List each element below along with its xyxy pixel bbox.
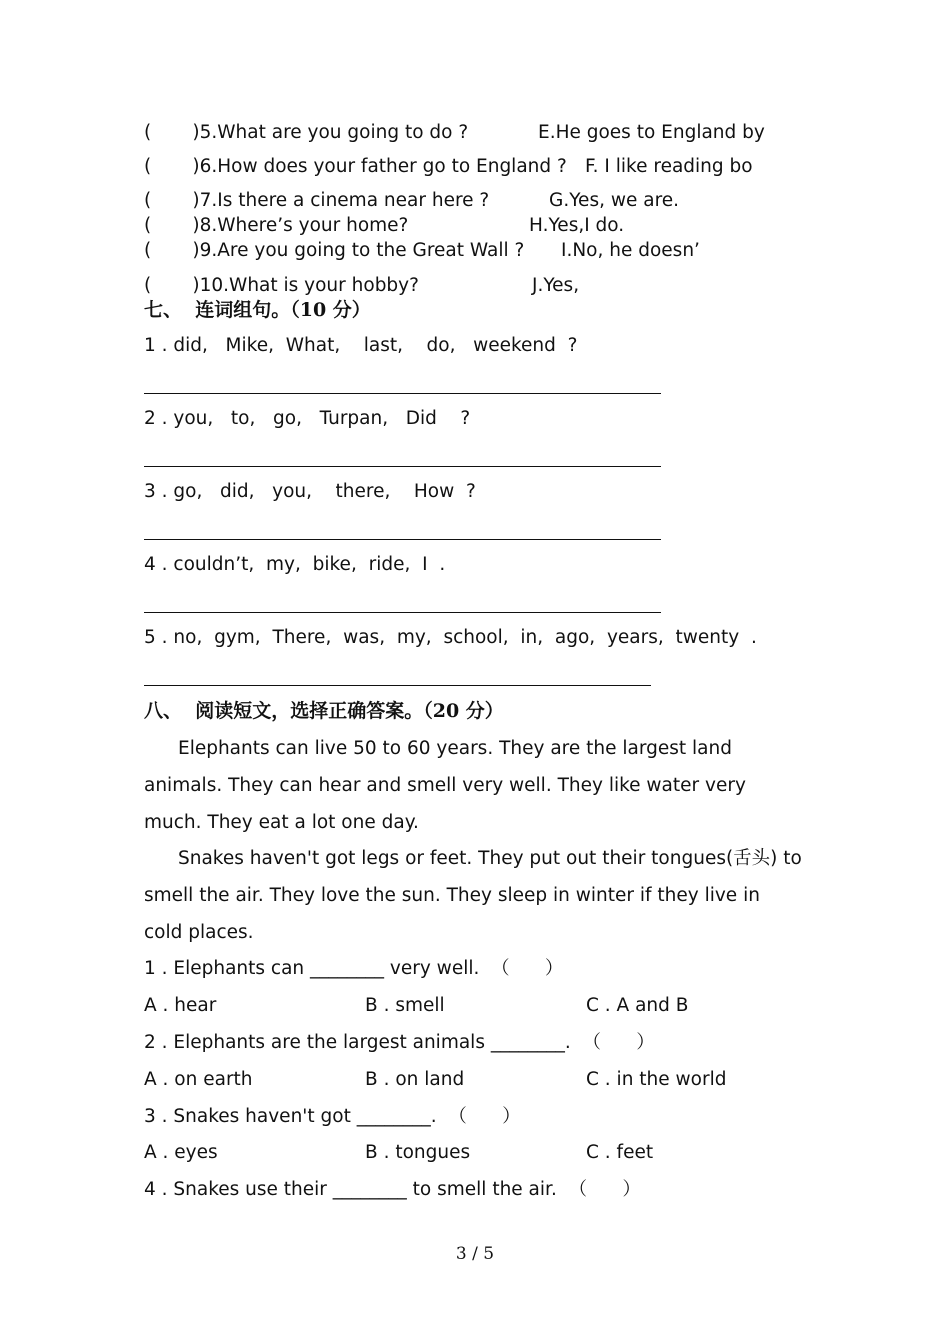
matching-item-10: ( )10.What is your hobby?	[144, 275, 419, 296]
matching-answer-g: G.Yes, we are.	[549, 190, 680, 211]
question-1-option-c: C . A and B	[586, 995, 689, 1016]
matching-item-5: ( )5.What are you going to do ?	[144, 122, 469, 143]
question-3-option-b: B . tongues	[365, 1142, 471, 1163]
question-1: 1 . Elephants can ________ very well. （ ）	[144, 958, 564, 979]
question-2-option-a: A . on earth	[144, 1069, 253, 1090]
answer-line-3	[144, 539, 661, 540]
matching-answer-f: F. I like reading bo	[585, 156, 753, 177]
sentence-item-5: 5 . no, gym, There, was, my, school, in, ago, years, twenty .	[144, 627, 757, 648]
reading-paragraph-elephants: Elephants can live 50 to 60 years. They are the largest land animals. They can hear and smell very well. They like water very much. They eat a lot one day.	[144, 738, 746, 833]
answer-line-1	[144, 393, 661, 394]
section-8-heading: 八、 阅读短文，选择正确答案。（20 分）	[144, 700, 504, 722]
page-number: 3 / 5	[455, 1244, 495, 1264]
sentence-item-1: 1 . did, Mike, What, last, do, weekend ?	[144, 335, 578, 356]
answer-line-2	[144, 466, 661, 467]
sentence-item-3: 3 . go, did, you, there, How ?	[144, 481, 476, 502]
sentence-item-2: 2 . you, to, go, Turpan, Did ?	[144, 408, 471, 429]
matching-answer-h: H.Yes,I do.	[529, 215, 625, 236]
question-3: 3 . Snakes haven't got ________. （ ）	[144, 1106, 521, 1127]
matching-answer-j: J.Yes,	[532, 275, 580, 296]
matching-answer-i: I.No, he doesn’	[561, 240, 700, 261]
sentence-item-4: 4 . couldn’t, my, bike, ride, I .	[144, 554, 446, 575]
matching-answer-e: E.He goes to England by	[538, 122, 765, 143]
reading-paragraph-snakes: Snakes haven't got legs or feet. They put out their tongues(舌头) to smell the air. They love the sun. They sleep in winter if they live in cold places.	[144, 848, 802, 943]
question-1-option-b: B . smell	[365, 995, 445, 1016]
question-3-option-c: C . feet	[586, 1142, 654, 1163]
question-3-option-a: A . eyes	[144, 1142, 218, 1163]
answer-line-5	[144, 685, 651, 686]
question-4: 4 . Snakes use their ________ to smell the air. （ ）	[144, 1179, 641, 1200]
question-1-option-a: A . hear	[144, 995, 217, 1016]
matching-item-7: ( )7.Is there a cinema near here ?	[144, 190, 490, 211]
matching-item-9: ( )9.Are you going to the Great Wall ?	[144, 240, 525, 261]
section-7-heading: 七、 连词组句。（10 分）	[144, 299, 371, 321]
answer-line-4	[144, 612, 661, 613]
question-2: 2 . Elephants are the largest animals ________. （ ）	[144, 1032, 655, 1053]
question-2-option-b: B . on land	[365, 1069, 465, 1090]
matching-item-6: ( )6.How does your father go to England ?	[144, 156, 567, 177]
matching-item-8: ( )8.Where’s your home?	[144, 215, 409, 236]
question-2-option-c: C . in the world	[586, 1069, 727, 1090]
